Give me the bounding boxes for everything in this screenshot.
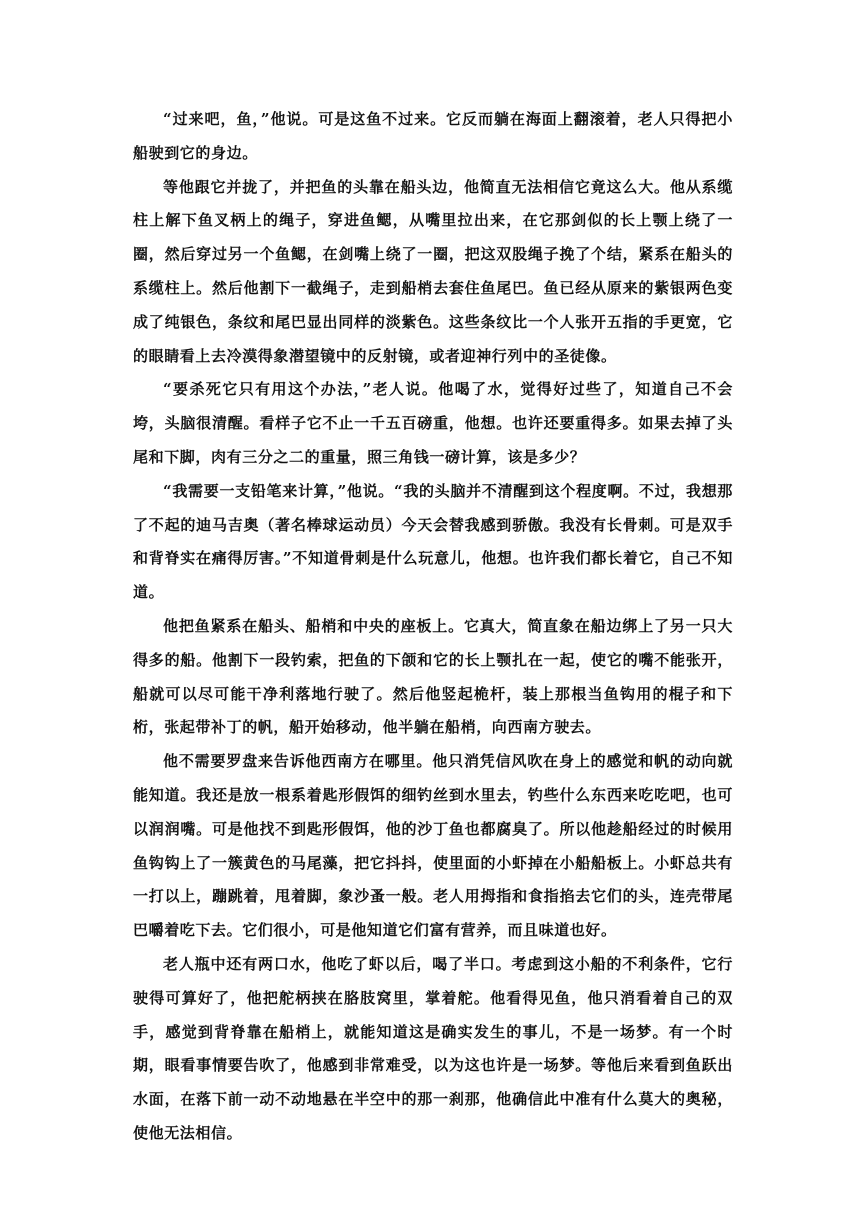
paragraph-1: “过来吧，鱼，”他说。可是这鱼不过来。它反而躺在海面上翻滚着，老人只得把小船驶到它的身边。 xyxy=(133,110,733,162)
text-body xyxy=(133,103,733,1151)
paragraph-6: 他不需要罗盘来告诉他西南方在哪里。他只消凭信风吹在身上的感觉和帆的动向就能知道。我还是放一根系着匙形假饵的细钓丝到水里去，钓些什么东西来吃吃吧，也可以润润嘴。可是他找不到匙形假饵，他的沙丁鱼也都腐臭了。所以他趁船经过的时候用鱼钩钩上了一簇黄色的马尾藻，把它抖抖，使里面的小虾掉在小船船板上。小虾总共有一打以上，蹦跳着，甩着脚，象沙蚤一般。老人用拇指和食指掐去它们的头，连壳带尾巴嚼着吃下去。它们很小，可是他知道它们富有营养，而且味道也好。 xyxy=(133,752,733,940)
paragraph-5: 他把鱼紧系在船头、船梢和中央的座板上。它真大，简直象在船边绑上了另一只大得多的船。他割下一段钓索，把鱼的下颌和它的长上颚扎在一起，使它的嘴不能张开，船就可以尽可能干净利落地行驶了。然后他竖起桅杆，装上那根当鱼钩用的棍子和下桁，张起带补丁的帆，船开始移动，他半躺在船梢，向西南方驶去。 xyxy=(133,616,733,737)
paragraph-7: 老人瓶中还有两口水，他吃了虾以后，喝了半口。考虑到这小船的不利条件，它行驶得可算好了，他把舵柄挟在胳肢窝里，掌着舵。他看得见鱼，他只消看着自己的双手，感觉到背脊靠在船梢上，就能知道这是确实发生的事儿，不是一场梦。有一个时期，眼看事情要告吹了，他感到非常难受，以为这也许是一场梦。等他后来看到鱼跃出水面，在落下前一动不动地悬在半空中的那一刹那，他确信此中准有什么莫大的奥秘，使他无法相信。 xyxy=(133,954,733,1142)
paragraph-2: 等他跟它并拢了，并把鱼的头靠在船头边，他简直无法相信它竟这么大。他从系缆柱上解下鱼叉柄上的绳子，穿进鱼鳃，从嘴里拉出来，在它那剑似的长上颚上绕了一圈，然后穿过另一个鱼鳃，在剑嘴上绕了一圈，把这双股绳子挽了个结，紧系在船头的系缆柱上。然后他割下一截绳子，走到船梢去套住鱼尾巴。鱼已经从原来的紫银两色变成了纯银色，条纹和尾巴显出同样的淡紫色。这些条纹比一个人张开五指的手更宽，它的眼睛看上去冷漠得象潜望镜中的反射镜，或者迎神行列中的圣徒像。 xyxy=(133,177,733,365)
paragraph-3: “要杀死它只有用这个办法，”老人说。他喝了水，觉得好过些了，知道自己不会垮，头脑很清醒。看样子它不止一千五百磅重，他想。也许还要重得多。如果去掉了头尾和下脚，肉有三分之二的重量，照三角钱一磅计算，该是多少？ xyxy=(133,380,733,466)
paragraph-4: “我需要一支铅笔来计算，”他说。“我的头脑并不清醒到这个程度啊。不过，我想那了不起的迪马吉奥（著名棒球运动员）今天会替我感到骄傲。我没有长骨刺。可是双手和背脊实在痛得厉害。”不知道骨刺是什么玩意儿，他想。也许我们都长着它，自己不知道。 xyxy=(133,481,733,602)
